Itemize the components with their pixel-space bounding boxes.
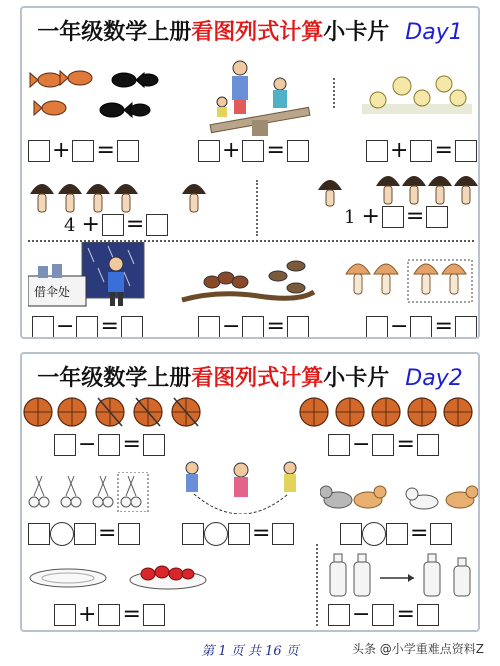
title-tail: 小卡片 [323,365,390,391]
equation-1 [28,140,139,162]
equals-sign: = [396,602,415,627]
answer-box[interactable] [242,316,264,338]
worksheet-card-day1 [20,6,480,339]
answer-box[interactable] [272,523,294,545]
answer-box[interactable] [426,206,448,228]
answer-box[interactable] [28,140,50,162]
equals-sign: = [252,521,271,546]
answer-box[interactable] [28,523,50,545]
plus-sign: + [81,212,100,237]
answer-box[interactable] [410,316,432,338]
divider [333,78,335,108]
answer-box[interactable] [366,140,388,162]
answer-box[interactable] [328,434,350,456]
equation-11 [28,522,140,546]
equation-10 [328,434,439,456]
plus-sign: + [361,204,380,229]
watermark: 头条 @小学重难点资料Z [351,642,484,656]
fish-illustration [28,60,168,134]
answer-box[interactable] [430,523,452,545]
answer-box[interactable] [417,434,439,456]
equation-13 [340,522,452,546]
answer-box[interactable] [143,604,165,626]
birds-on-branch-illustration [178,256,318,310]
answer-box[interactable] [386,523,408,545]
equation-2 [198,140,309,162]
jump-rope-illustration [176,458,306,518]
answer-box[interactable] [198,140,220,162]
answer-box[interactable] [242,140,264,162]
card-title [22,12,478,52]
answer-box[interactable] [455,140,477,162]
minus-sign: − [78,432,97,457]
operator-circle[interactable] [50,522,74,546]
minus-sign: − [352,602,371,627]
equals-sign: = [266,138,285,163]
answer-box[interactable] [372,434,394,456]
answer-box[interactable] [146,214,168,236]
operator-circle[interactable] [362,522,386,546]
equation-9 [54,434,165,456]
seesaw-illustration [200,54,320,148]
page-counter: 第 1 页 共 16 页 [201,644,299,659]
equals-sign: = [122,432,141,457]
title-tail: 小卡片 [323,19,390,45]
answer-box[interactable] [121,316,143,338]
milk-bottles-illustration [328,550,478,604]
title-main: 一年级数学上册 [37,19,192,45]
day-label: Day2 [405,366,463,391]
answer-box[interactable] [102,214,124,236]
plates-illustration [28,562,208,596]
answer-box[interactable] [372,604,394,626]
minus-sign: − [222,314,241,339]
answer-box[interactable] [366,316,388,338]
basketballs-illustration-a [22,394,212,434]
minus-sign: − [56,314,75,339]
answer-box[interactable] [228,523,250,545]
minus-sign: − [390,314,409,339]
equals-sign: = [98,521,117,546]
umbrella-sign-label: 借伞处 [34,285,71,299]
equals-sign: = [122,602,141,627]
equals-sign: = [410,521,429,546]
given-number: 4 [64,214,76,236]
answer-box[interactable] [410,140,432,162]
equation-15 [328,604,439,626]
answer-box[interactable] [74,523,96,545]
equals-sign: = [396,432,415,457]
day-label: Day1 [405,20,463,45]
equation-14 [54,604,165,626]
title-highlight: 看图列式计算 [191,365,324,391]
divider [316,544,318,626]
answer-box[interactable] [117,140,139,162]
card-title [22,358,478,398]
basketballs-illustration-b [298,394,478,434]
answer-box[interactable] [32,316,54,338]
equals-sign: = [100,314,119,339]
equation-4 [64,214,168,236]
answer-box[interactable] [54,434,76,456]
equals-sign: = [266,314,285,339]
answer-box[interactable] [417,604,439,626]
plus-sign: + [390,138,409,163]
equation-5 [344,206,448,228]
equals-sign: = [434,314,453,339]
equals-sign: = [434,138,453,163]
answer-box[interactable] [287,140,309,162]
answer-box[interactable] [76,316,98,338]
answer-box[interactable] [143,434,165,456]
scissors-illustration [22,472,152,516]
answer-box[interactable] [72,140,94,162]
equals-sign: = [125,212,145,237]
equation-12 [182,522,294,546]
answer-box[interactable] [328,604,350,626]
given-number: 1 [344,206,356,228]
operator-circle[interactable] [204,522,228,546]
minus-sign: − [352,432,371,457]
cats-illustration [320,478,480,518]
title-main: 一年级数学上册 [37,365,192,391]
plus-sign: + [78,602,97,627]
answer-box[interactable] [98,434,120,456]
answer-box[interactable] [54,604,76,626]
answer-box[interactable] [182,523,204,545]
umbrella-lending-illustration [28,242,148,316]
worksheet-card-day2 [20,352,480,632]
answer-box[interactable] [198,316,220,338]
equation-8 [366,316,477,338]
answer-box[interactable] [382,206,404,228]
answer-box[interactable] [118,523,140,545]
plus-sign: + [52,138,71,163]
answer-box[interactable] [455,316,477,338]
equals-sign: = [405,204,425,229]
equation-3 [366,140,477,162]
answer-box[interactable] [98,604,120,626]
plus-sign: + [222,138,241,163]
mushrooms-illustration-c [344,258,474,312]
divider [256,180,258,236]
answer-box[interactable] [340,523,362,545]
title-highlight: 看图列式计算 [191,19,324,45]
equation-6 [32,316,143,338]
chicks-illustration [362,64,472,124]
equals-sign: = [96,138,115,163]
equation-7 [198,316,309,338]
answer-box[interactable] [287,316,309,338]
